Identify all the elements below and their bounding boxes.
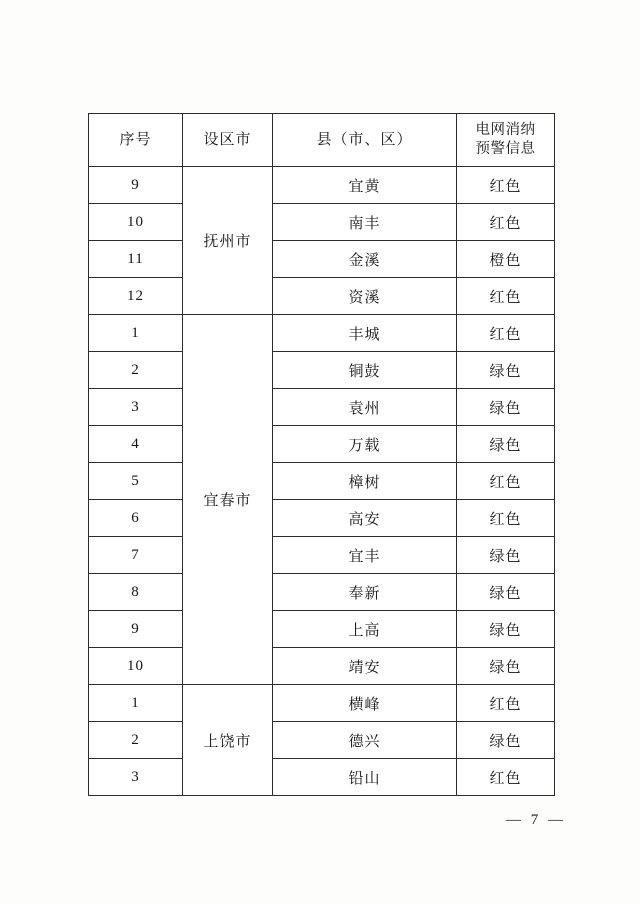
table-row bbox=[89, 426, 555, 463]
cell-seq: 1 bbox=[89, 315, 183, 352]
cell-seq: 10 bbox=[89, 648, 183, 685]
cell-seq: 5 bbox=[89, 463, 183, 500]
column-header-city: 设区市 bbox=[183, 114, 273, 167]
cell-warning: 红色 bbox=[457, 685, 555, 722]
cell-seq: 1 bbox=[89, 685, 183, 722]
cell-city: 抚州市 bbox=[183, 167, 273, 315]
cell-county: 铅山 bbox=[273, 759, 457, 796]
grid-warning-table bbox=[88, 113, 555, 796]
cell-warning: 红色 bbox=[457, 463, 555, 500]
cell-warning: 红色 bbox=[457, 500, 555, 537]
cell-seq: 9 bbox=[89, 611, 183, 648]
cell-warning: 红色 bbox=[457, 204, 555, 241]
cell-warning: 红色 bbox=[457, 315, 555, 352]
page-number: — 7 — bbox=[506, 812, 566, 828]
cell-county: 横峰 bbox=[273, 685, 457, 722]
table-row bbox=[89, 278, 555, 315]
cell-seq: 10 bbox=[89, 204, 183, 241]
table-row bbox=[89, 352, 555, 389]
table-row bbox=[89, 759, 555, 796]
table-row bbox=[89, 574, 555, 611]
cell-warning: 绿色 bbox=[457, 574, 555, 611]
cell-county: 奉新 bbox=[273, 574, 457, 611]
cell-county: 宜丰 bbox=[273, 537, 457, 574]
table-row bbox=[89, 648, 555, 685]
table-row bbox=[89, 315, 555, 352]
table-row bbox=[89, 537, 555, 574]
cell-warning: 绿色 bbox=[457, 352, 555, 389]
table-body bbox=[89, 167, 555, 796]
cell-county: 宜黄 bbox=[273, 167, 457, 204]
cell-county: 高安 bbox=[273, 500, 457, 537]
table-header bbox=[89, 114, 555, 167]
cell-county: 樟树 bbox=[273, 463, 457, 500]
cell-seq: 2 bbox=[89, 722, 183, 759]
cell-county: 德兴 bbox=[273, 722, 457, 759]
cell-warning: 红色 bbox=[457, 167, 555, 204]
cell-county: 万载 bbox=[273, 426, 457, 463]
cell-county: 靖安 bbox=[273, 648, 457, 685]
cell-seq: 4 bbox=[89, 426, 183, 463]
cell-seq: 7 bbox=[89, 537, 183, 574]
cell-warning: 绿色 bbox=[457, 537, 555, 574]
cell-seq: 9 bbox=[89, 167, 183, 204]
cell-warning: 橙色 bbox=[457, 241, 555, 278]
column-header-warning bbox=[457, 114, 555, 167]
grid-warning-table-wrap bbox=[88, 113, 554, 796]
cell-warning: 绿色 bbox=[457, 426, 555, 463]
table-row bbox=[89, 241, 555, 278]
table-row bbox=[89, 722, 555, 759]
cell-seq: 3 bbox=[89, 389, 183, 426]
column-header-warning-line2: 预警信息 bbox=[475, 141, 536, 157]
cell-seq: 3 bbox=[89, 759, 183, 796]
table-row bbox=[89, 204, 555, 241]
cell-county: 金溪 bbox=[273, 241, 457, 278]
table-header-row bbox=[89, 114, 555, 167]
cell-warning: 绿色 bbox=[457, 389, 555, 426]
table-row bbox=[89, 611, 555, 648]
cell-county: 资溪 bbox=[273, 278, 457, 315]
cell-warning: 红色 bbox=[457, 278, 555, 315]
cell-warning: 绿色 bbox=[457, 611, 555, 648]
cell-county: 丰城 bbox=[273, 315, 457, 352]
cell-county: 铜鼓 bbox=[273, 352, 457, 389]
table-row bbox=[89, 500, 555, 537]
column-header-county: 县（市、区） bbox=[273, 114, 457, 167]
cell-seq: 2 bbox=[89, 352, 183, 389]
cell-county: 袁州 bbox=[273, 389, 457, 426]
column-header-warning-line1: 电网消纳 bbox=[475, 122, 536, 139]
cell-seq: 6 bbox=[89, 500, 183, 537]
cell-warning: 红色 bbox=[457, 759, 555, 796]
cell-county: 南丰 bbox=[273, 204, 457, 241]
table-row bbox=[89, 389, 555, 426]
cell-seq: 12 bbox=[89, 278, 183, 315]
cell-seq: 11 bbox=[89, 241, 183, 278]
cell-county: 上高 bbox=[273, 611, 457, 648]
table-row bbox=[89, 167, 555, 204]
cell-city: 宜春市 bbox=[183, 315, 273, 685]
table-row bbox=[89, 463, 555, 500]
cell-city: 上饶市 bbox=[183, 685, 273, 796]
table-row bbox=[89, 685, 555, 722]
cell-warning: 绿色 bbox=[457, 648, 555, 685]
cell-warning: 绿色 bbox=[457, 722, 555, 759]
column-header-seq: 序号 bbox=[89, 114, 183, 167]
cell-seq: 8 bbox=[89, 574, 183, 611]
